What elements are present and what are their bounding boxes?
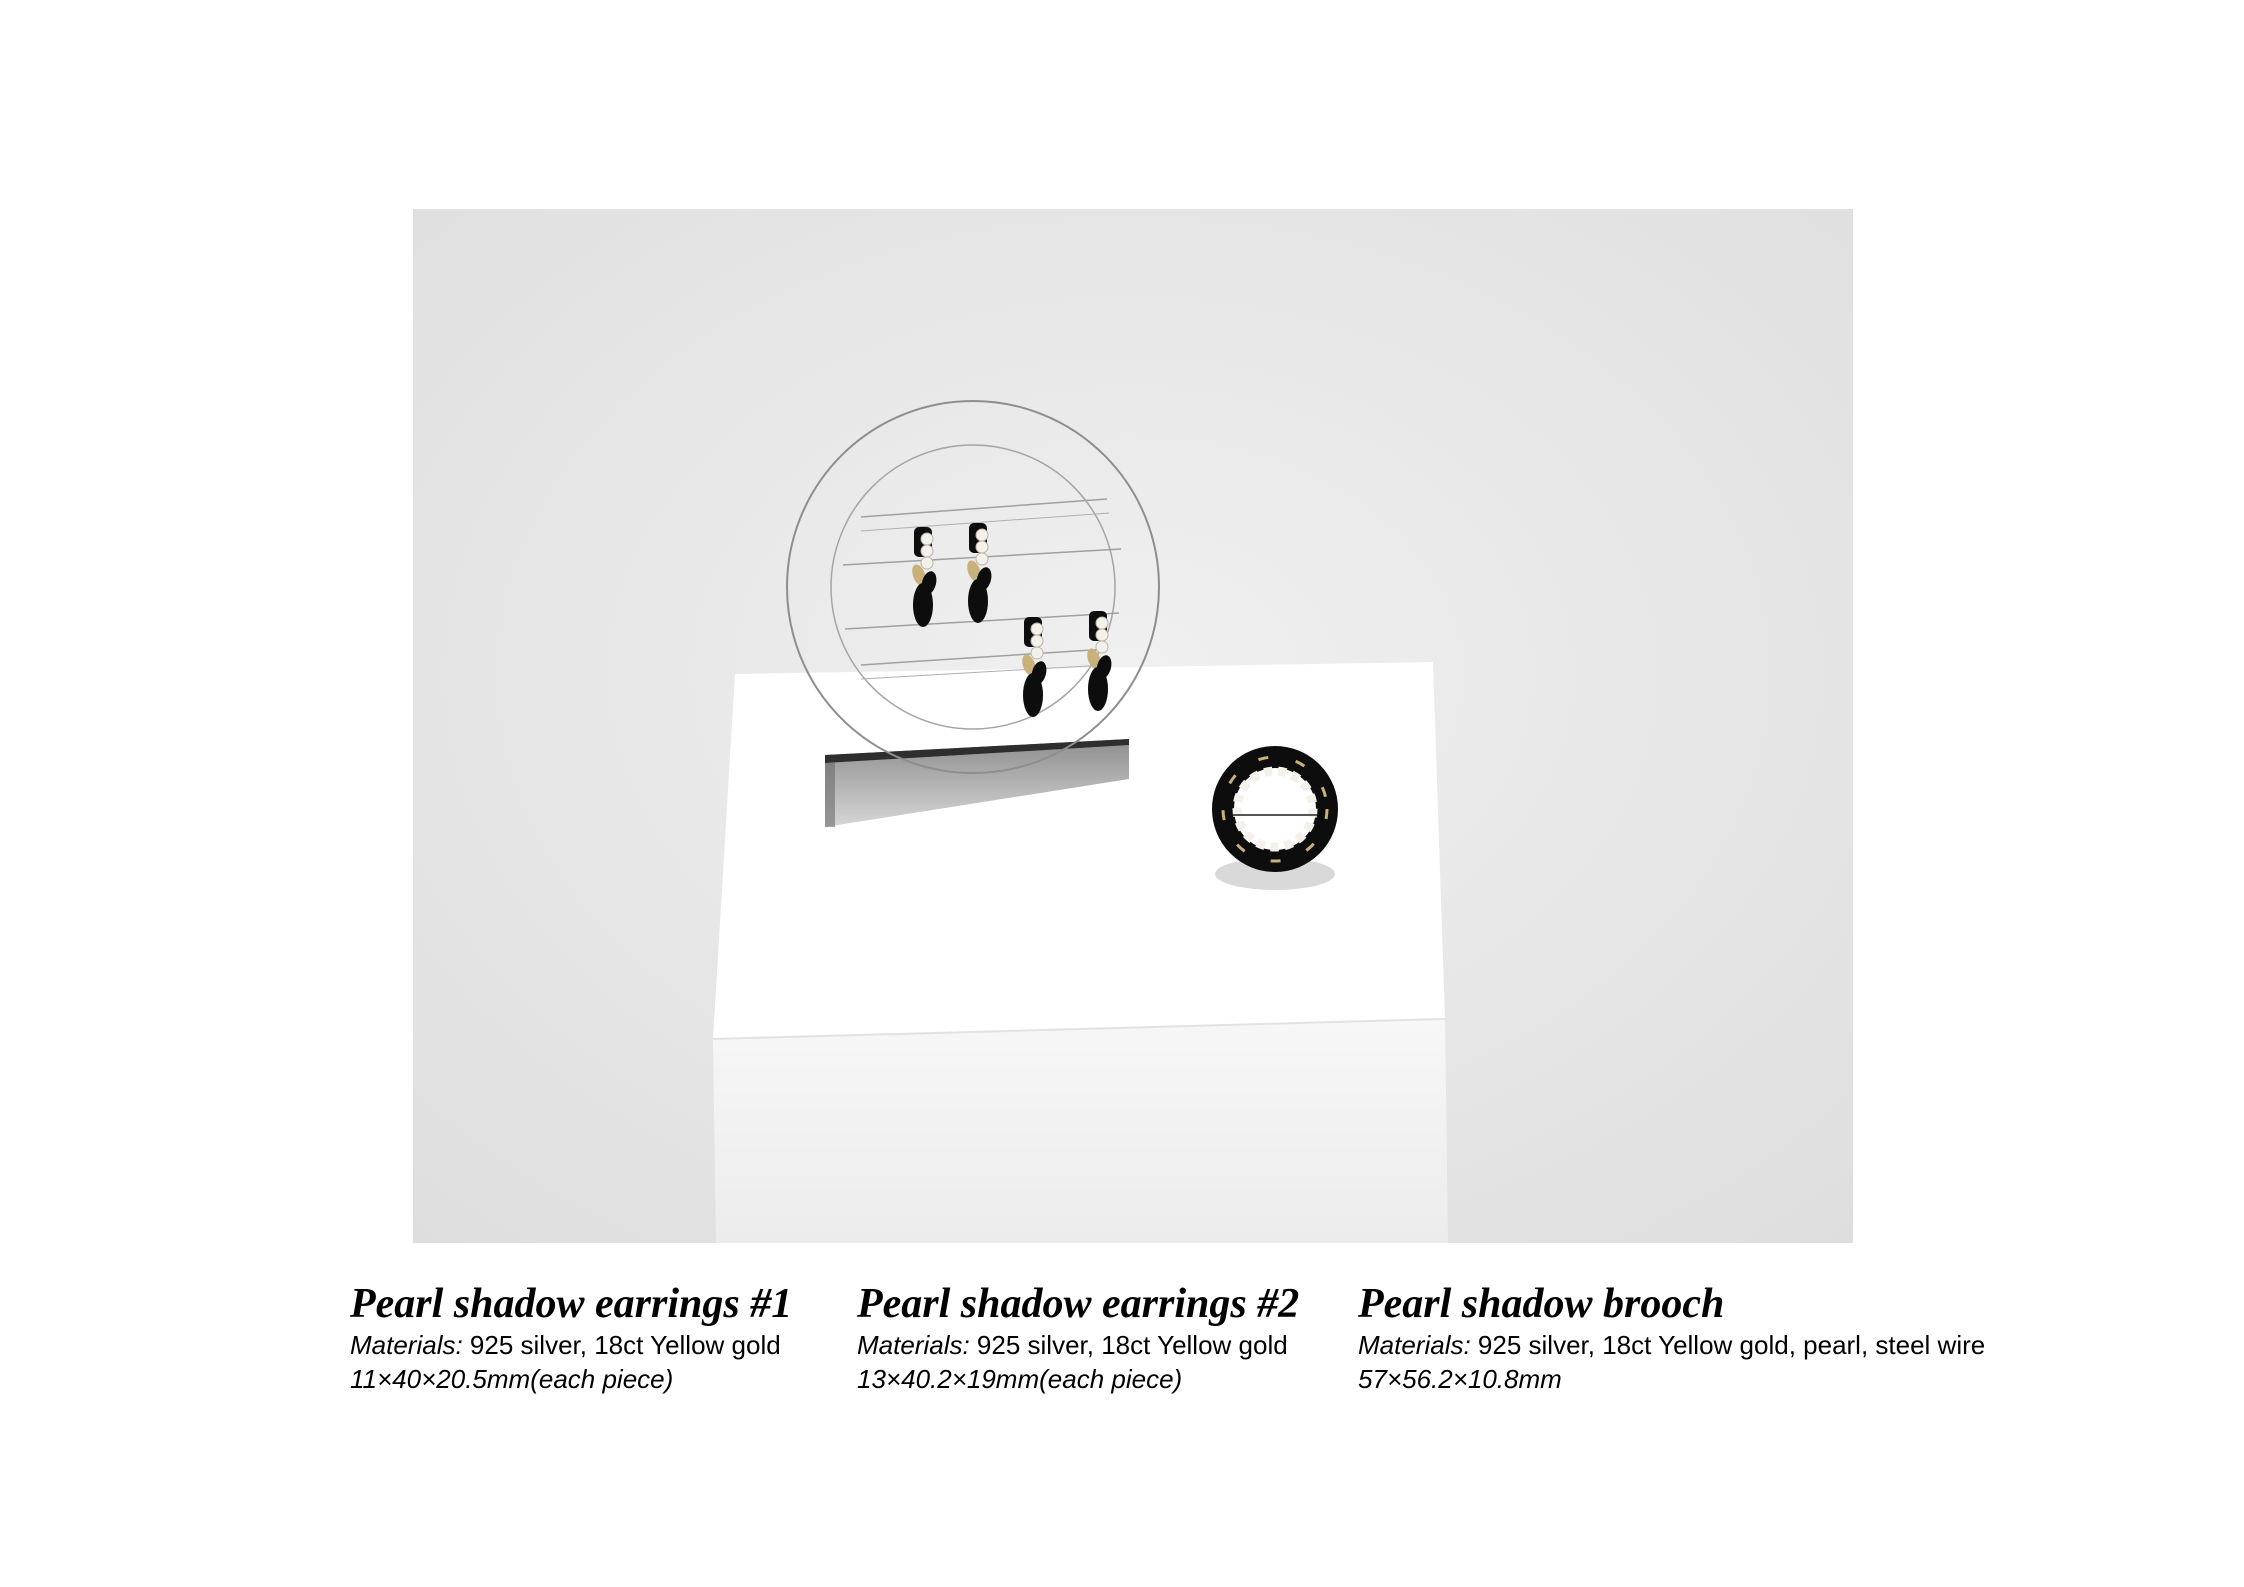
caption-materials — [857, 1328, 1299, 1362]
caption-title: Pearl shadow earrings #2 — [857, 1281, 1300, 1327]
materials-value: 925 silver, 18ct Yellow gold — [969, 1330, 1288, 1360]
materials-value: 925 silver, 18ct Yellow gold, pearl, steel wire — [1470, 1330, 1986, 1360]
materials-value: 925 silver, 18ct Yellow gold — [462, 1330, 781, 1360]
caption-title: Pearl shadow brooch — [1358, 1281, 1725, 1327]
materials-label: Materials: — [1358, 1330, 1471, 1360]
caption-earrings-1 — [350, 1280, 792, 1396]
caption-dimensions: 13×40.2×19mm(each piece) — [857, 1364, 1183, 1394]
caption-earrings-2 — [857, 1280, 1299, 1396]
caption-materials — [1358, 1328, 1985, 1362]
materials-label: Materials: — [350, 1330, 463, 1360]
materials-label: Materials: — [857, 1330, 970, 1360]
caption-dimensions: 11×40×20.5mm(each piece) — [350, 1364, 674, 1394]
caption-dimensions: 57×56.2×10.8mm — [1358, 1364, 1562, 1394]
product-render-image — [413, 209, 1853, 1243]
caption-materials — [350, 1328, 792, 1362]
caption-title: Pearl shadow earrings #1 — [350, 1281, 793, 1327]
caption-brooch — [1358, 1280, 1985, 1396]
